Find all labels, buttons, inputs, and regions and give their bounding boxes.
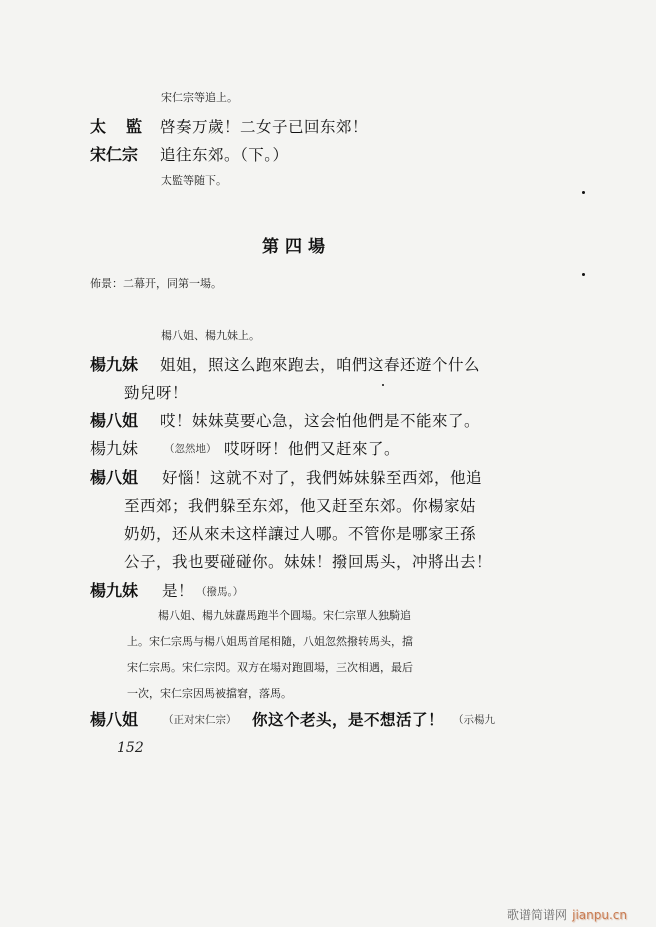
watermark xyxy=(507,904,627,923)
speech-continuation: 公子，我也要碰碰你。妹妹！撥回馬头，冲將出去！ xyxy=(124,553,493,571)
stage-line: 楊八姐、楊九妹纛馬跑半个圓場。宋仁宗單人独騎追 xyxy=(158,609,411,622)
speaker-name: 楊八姐 xyxy=(90,411,139,430)
watermark-url: jianpu.cn xyxy=(572,908,627,922)
stage-direction-exit: 太監等随下。 xyxy=(161,174,227,187)
stage-aside: （示楊九 xyxy=(453,714,495,726)
speech-text: 好惱！这就不对了，我們姊妹躲至西郊，他追 xyxy=(162,469,483,487)
stage-aside: （忽然地） xyxy=(164,443,217,455)
speaker-name: 楊九妹 xyxy=(90,355,139,374)
speaker-name: 楊九妹 xyxy=(90,439,139,458)
stage-line: 一次，宋仁宗因馬被擋窘，落馬。 xyxy=(127,687,292,700)
speaker-name: 宋仁宗 xyxy=(90,145,139,164)
speech-text: 哎呀呀！他們又赶來了。 xyxy=(224,440,401,458)
speech-continuation: 奶奶，还从來未这样讓过人哪。不管你是哪家王孫 xyxy=(124,525,477,543)
speech-text: 啓奏万歲！二女子已回东郊！ xyxy=(160,118,369,136)
stage-direction-entrance: 楊八姐、楊九妹上。 xyxy=(161,329,260,342)
speaker-name: 楊八姐 xyxy=(90,710,139,729)
speech-text: 你这个老头，是不想活了！ xyxy=(252,710,445,729)
scene-title: 第四場 xyxy=(262,237,331,257)
speech-text: 追往东郊。（下。） xyxy=(160,146,289,164)
speck xyxy=(582,191,585,194)
setting-note: 佈景：二幕开，同第一場。 xyxy=(90,277,222,290)
stage-line: 上。宋仁宗馬与楊八姐馬首尾相隨，八姐忽然撥转馬头，擋 xyxy=(127,635,413,648)
stage-aside: （撥馬。） xyxy=(196,586,244,598)
speech-text: 是！ xyxy=(162,582,195,600)
stage-line: 宋仁宗馬。宋仁宗閃。双方在場对跑圓場，三次相遇，最后 xyxy=(127,661,413,674)
speech-continuation: 至西郊；我們躲至东郊，他又赶至东郊。你楊家姑 xyxy=(124,497,477,515)
speck xyxy=(582,273,585,276)
stage-aside: （正对宋仁宗） xyxy=(163,714,237,726)
page-number: 152 xyxy=(117,740,144,756)
stage-direction-pursuit: 宋仁宗等追上。 xyxy=(161,91,238,104)
watermark-text: 歌谱简谱网 xyxy=(507,908,568,922)
speaker-name: 太 監 xyxy=(90,117,145,136)
speech-continuation: 勁兒呀！ xyxy=(124,384,189,402)
speck xyxy=(382,384,384,386)
speech-text: 姐姐，照这么跑來跑去，咱們这春还遊个什么 xyxy=(160,356,481,374)
speaker-name: 楊八姐 xyxy=(90,468,139,487)
speaker-name: 楊九妹 xyxy=(90,581,139,600)
speech-text: 哎！妹妹莫要心急，这会怕他們是不能來了。 xyxy=(160,412,481,430)
